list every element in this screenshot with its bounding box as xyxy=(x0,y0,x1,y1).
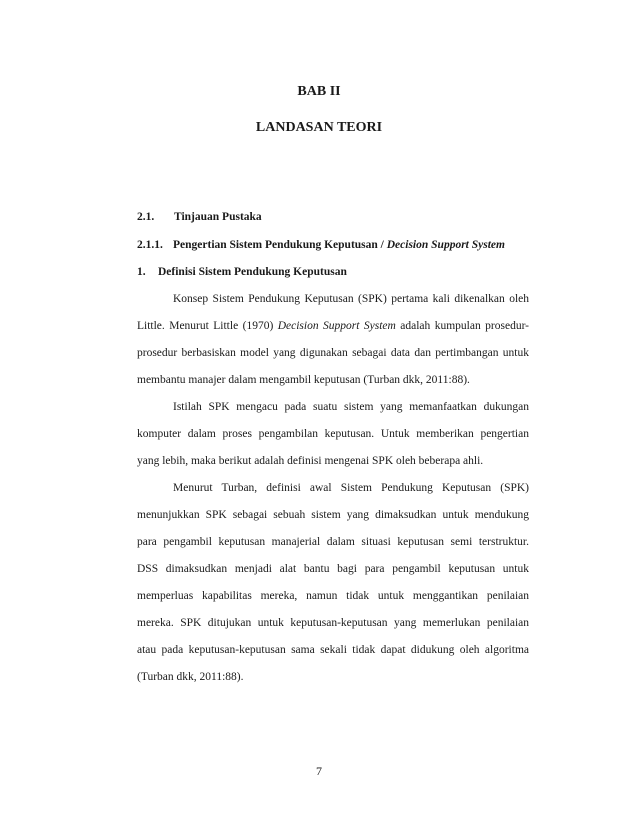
heading-number: 2.1.1. xyxy=(137,239,163,251)
paragraph-3-line-2: menunjukkan SPK sebagai sebuah sistem yang dimaksudkan untuk mendukung xyxy=(137,509,529,521)
italic-run: Decision Support System xyxy=(277,320,396,332)
paragraph-3-line-6: mereka. SPK ditujukan untuk keputusan-keputusan yang memerlukan penilaian xyxy=(137,617,529,629)
paragraph-2-line-3: yang lebih, maka berikut adalah definisi mengenai SPK oleh beberapa ahli. xyxy=(137,455,484,467)
heading-italic-text: Decision Support System xyxy=(386,239,505,251)
paragraph-3-line-1: Menurut Turban, definisi awal Sistem Pendukung Keputusan (SPK) xyxy=(173,482,529,494)
heading-definisi xyxy=(137,265,529,279)
paragraph-2-line-2: komputer dalam proses pengambilan keputusan. Untuk memberikan pengertian xyxy=(137,428,529,440)
paragraph-1-line-4: membantu manajer dalam mengambil keputusan (Turban dkk, 2011:88). xyxy=(137,374,470,386)
paragraph-3-line-3: para pengambil keputusan manajerial dalam situasi keputusan semi terstruktur. xyxy=(137,536,529,548)
chapter-title: LANDASAN TEORI xyxy=(255,120,383,135)
heading-text: Definisi Sistem Pendukung Keputusan xyxy=(158,266,347,278)
paragraph-3-line-4: DSS dimaksudkan menjadi alat bantu bagi para pengambil keputusan untuk xyxy=(137,563,529,575)
text-run: adalah kumpulan prosedur- xyxy=(395,320,530,332)
text-run: Little. Menurut Little (1970) xyxy=(137,320,278,332)
heading-2-1-1 xyxy=(137,238,529,252)
heading-text: Pengertian Sistem Pendukung Keputusan / xyxy=(173,239,387,251)
chapter-number: BAB II xyxy=(297,84,341,99)
paragraph-3-line-7: atau pada keputusan-keputusan sama sekali tidak dapat didukung oleh algoritma xyxy=(137,644,529,656)
paragraph-1-line-1: Konsep Sistem Pendukung Keputusan (SPK) pertama kali dikenalkan oleh xyxy=(173,293,529,305)
heading-number: 1. xyxy=(137,266,146,278)
heading-2-1 xyxy=(137,210,529,224)
paragraph-2-line-1: Istilah SPK mengacu pada suatu sistem yang memanfaatkan dukungan xyxy=(173,401,529,413)
paragraph-3-line-8: (Turban dkk, 2011:88). xyxy=(137,671,244,683)
heading-text: Tinjauan Pustaka xyxy=(174,211,262,223)
heading-number: 2.1. xyxy=(137,211,155,223)
page-number: 7 xyxy=(316,764,322,778)
paragraph-3-line-5: memperluas kapabilitas mereka, namun tidak untuk menggantikan penilaian xyxy=(137,590,529,602)
paragraph-1-line-2 xyxy=(137,319,529,333)
paragraph-1-line-3: prosedur berbasiskan model yang digunakan sebagai data dan pertimbangan untuk xyxy=(137,347,529,359)
